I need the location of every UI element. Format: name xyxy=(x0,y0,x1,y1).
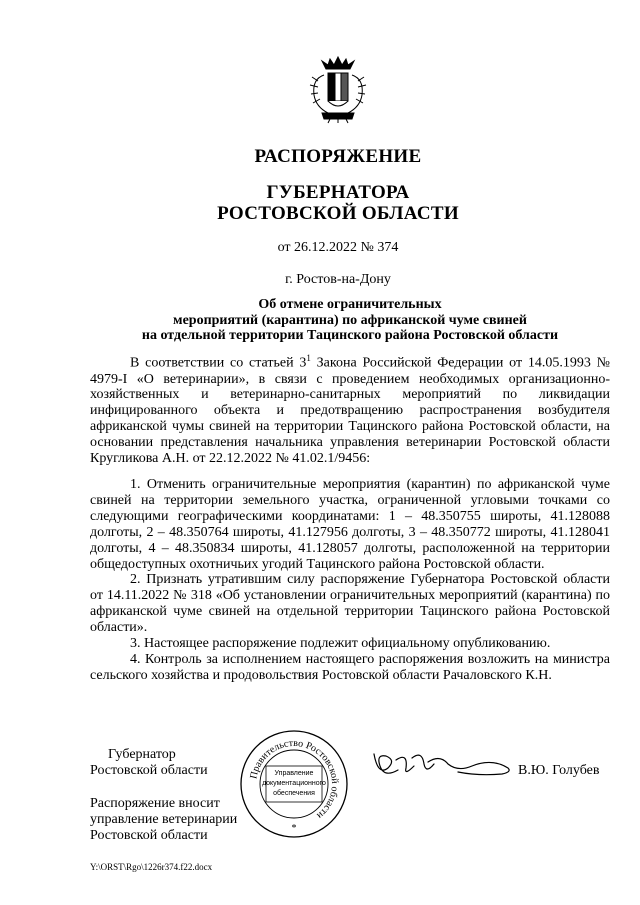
title-line-3: на отдельной территории Тацинского района Ростовской области xyxy=(141,328,559,343)
stamp-ring-text: Правительство Ростовской области xyxy=(248,737,341,821)
submitted-by-line-2: управление ветеринарии xyxy=(90,812,238,827)
official-stamp xyxy=(236,728,352,840)
submitted-by-line-1: Распоряжение вносит xyxy=(90,796,220,811)
handwritten-signature xyxy=(368,746,518,786)
issuer-line-2: РОСТОВСКОЙ ОБЛАСТИ xyxy=(217,203,459,224)
paragraph-4: 4. Контроль за исполнением настоящего распоряжения возложить на министра сельского хозяйства и продовольствия Ростовской области Рачаловского К.Н. xyxy=(90,651,610,683)
city: г. Ростов-на-Дону xyxy=(285,272,391,287)
document-type: РАСПОРЯЖЕНИЕ xyxy=(254,146,422,167)
stamp-center-line-2: документационного xyxy=(262,780,326,787)
document-body xyxy=(90,351,610,684)
title-line-1: Об отмене ограничительных xyxy=(258,297,442,312)
intro-paragraph: В соответствии со статьей $3^1$ Закона Российской Федерации от 14.05.1993 № 4979-I «О ветеринарии», в связи с проведением необходимых организационно-хозяйственных и ветеринарно-санитарных мероприятий по ликвидации инфицированного объекта и предотвращению распространения возбудителя африканской чумы свиней на территории Тацинского района Ростовской области, на основании представления начальника управления ветеринарии Ростовской области Кругликова А.Н. от 22.12.2022 № 41.02.1/9456: xyxy=(90,353,610,467)
date-number: от 26.12.2022 № 374 xyxy=(277,240,399,255)
article-superscript: 1 xyxy=(306,353,311,363)
paragraph-1: 1. Отменить ограничительные мероприятия (карантин) по африканской чуме свиней на территории земельного участка, ограниченной угловыми точками со следующими географическими координатами: 1 – 48.350755 широты, 41.128088 долготы, 2 – 48.350764 широты, 41.127956 долготы, 3 – 48.350772 широты, 41.128041 долготы, 4 – 48.350834 широты, 41.128057 долготы, расположенной на территории общедоступных охотничьих угодий Тацинского района Ростовской области. xyxy=(90,477,610,572)
submitted-by-line-3: Ростовской области xyxy=(90,828,208,843)
issuer-line-1: ГУБЕРНАТОРА xyxy=(266,182,410,203)
signatory-position-2: Ростовской области xyxy=(90,763,208,778)
signatory-name: В.Ю. Голубев xyxy=(518,763,600,778)
stamp-center-line-1: Управление xyxy=(274,770,314,777)
stamp-center-line-3: обеспечения xyxy=(273,790,315,797)
signatory-position-1: Губернатор xyxy=(108,747,176,762)
paragraph-3: 3. Настоящее распоряжение подлежит официальному опубликованию. xyxy=(130,636,551,652)
document-title xyxy=(90,297,610,344)
title-line-2: мероприятий (карантина) по африканской чуме свиней xyxy=(173,312,527,328)
paragraph-2: 2. Признать утратившим силу распоряжение Губернатора Ростовской области от 14.11.2022 № 318 «Об установлении ограничительных мероприятий (карантина) по африканской чуме свиней на отдельной территории Тацинского района Ростовской области». xyxy=(90,572,610,636)
coat-of-arms-emblem xyxy=(308,55,368,125)
file-path-footer: Y:\ORST\Rgo\1226r374.f22.docx xyxy=(90,862,213,872)
stamp-star: * xyxy=(291,823,297,834)
